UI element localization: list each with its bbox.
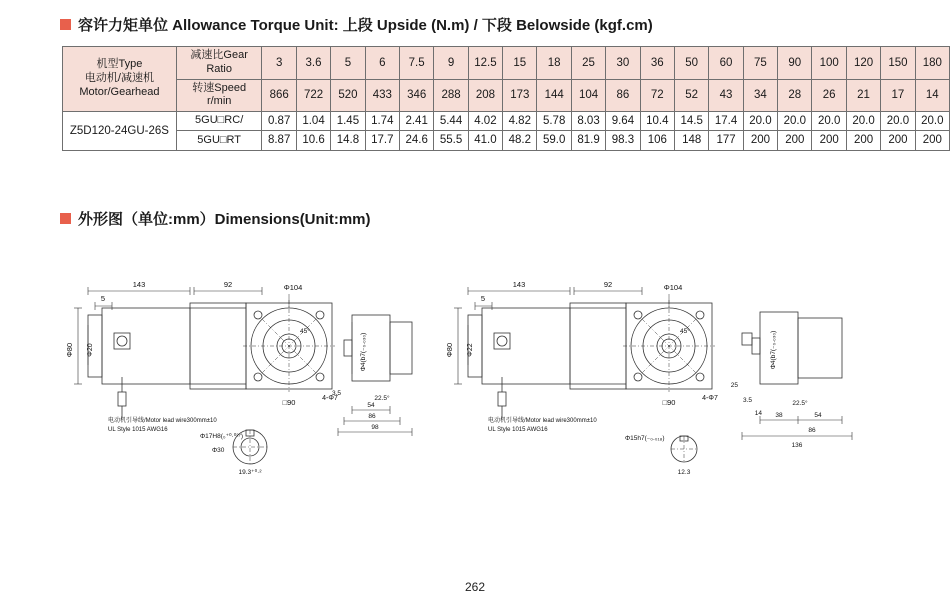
heading-marker-icon bbox=[60, 213, 71, 224]
gear-ratio-cell: 3 bbox=[262, 47, 296, 80]
gear-ratio-cell: 12.5 bbox=[468, 47, 502, 80]
torque-upside-cell: 20.0 bbox=[915, 112, 949, 131]
speed-cell: 14 bbox=[915, 79, 949, 112]
torque-upside-cell: 5.44 bbox=[434, 112, 468, 131]
gear-ratio-cell: 6 bbox=[365, 47, 399, 80]
torque-belowside-cell: 55.5 bbox=[434, 131, 468, 150]
right-side-dia: Φ4(b7(₋₀.₀₃₀) bbox=[770, 330, 777, 370]
right-dim-5: 5 bbox=[480, 294, 486, 303]
torque-upside-cell: 20.0 bbox=[846, 112, 880, 131]
table-row bbox=[63, 112, 950, 131]
gear-ratio-cell: 50 bbox=[674, 47, 708, 80]
torque-upside-cell: 4.02 bbox=[468, 112, 502, 131]
table-header-row-ratio bbox=[63, 47, 950, 80]
table-header-type: 机型Type 电动机/减速机 Motor/Gearhead bbox=[63, 47, 177, 112]
torque-upside-cell: 5.78 bbox=[537, 112, 571, 131]
left-dim-22-5: 22.5° bbox=[374, 395, 390, 402]
left-side-dia: Φ4(b7(₋₀.₀₃₀) bbox=[360, 332, 367, 372]
gear-ratio-cell: 180 bbox=[915, 47, 949, 80]
torque-belowside-cell: 200 bbox=[915, 131, 949, 150]
table-header-speed: 转速Speed r/min bbox=[176, 79, 262, 112]
speed-cell: 86 bbox=[606, 79, 640, 112]
torque-upside-cell: 2.41 bbox=[399, 112, 433, 131]
gear-ratio-cell: 100 bbox=[812, 47, 846, 80]
right-shaft-15h7: Φ15h7(₋₀.₀₁₈) bbox=[625, 435, 665, 442]
speed-cell: 28 bbox=[778, 79, 812, 112]
gear-ratio-cell: 90 bbox=[778, 47, 812, 80]
torque-belowside-cell: 200 bbox=[881, 131, 915, 150]
left-dim-143: 143 bbox=[132, 280, 146, 289]
left-angle-45: 45° bbox=[300, 328, 310, 335]
left-dia-20: Φ20 bbox=[87, 343, 94, 357]
speed-cell: 43 bbox=[709, 79, 743, 112]
heading-marker-icon bbox=[60, 19, 71, 30]
torque-belowside-cell: 59.0 bbox=[537, 131, 571, 150]
torque-belowside-cell: 8.87 bbox=[262, 131, 296, 150]
torque-belowside-cell: 148 bbox=[674, 131, 708, 150]
torque-belowside-cell: 200 bbox=[743, 131, 777, 150]
left-hole-4-7: 4-Φ7 bbox=[322, 395, 338, 402]
speed-cell: 208 bbox=[468, 79, 502, 112]
gear-ratio-cell: 60 bbox=[709, 47, 743, 80]
right-dim-86: 86 bbox=[808, 427, 816, 434]
speed-cell: 26 bbox=[812, 79, 846, 112]
gear-ratio-cell: 15 bbox=[503, 47, 537, 80]
left-wire-note-en: UL Style 1015 AWG16 bbox=[108, 427, 168, 433]
speed-cell: 17 bbox=[881, 79, 915, 112]
dimension-drawings bbox=[0, 240, 950, 480]
gear-ratio-cell: 25 bbox=[571, 47, 605, 80]
torque-upside-cell: 20.0 bbox=[881, 112, 915, 131]
torque-upside-cell: 14.5 bbox=[674, 112, 708, 131]
speed-cell: 52 bbox=[674, 79, 708, 112]
torque-belowside-cell: 98.3 bbox=[606, 131, 640, 150]
right-dim-136: 136 bbox=[791, 442, 803, 449]
right-dim-22-5: 22.5° bbox=[792, 400, 808, 407]
torque-belowside-cell: 10.6 bbox=[296, 131, 330, 150]
gear-ratio-cell: 75 bbox=[743, 47, 777, 80]
page-number: 262 bbox=[464, 580, 486, 594]
speed-cell: 72 bbox=[640, 79, 674, 112]
table-header-row-speed bbox=[63, 79, 950, 112]
right-wire-note-en: UL Style 1015 AWG16 bbox=[488, 427, 548, 433]
right-square-90: □90 bbox=[662, 398, 676, 407]
speed-cell: 520 bbox=[331, 79, 365, 112]
left-dia-80: Φ80 bbox=[65, 342, 74, 358]
gear-ratio-cell: 9 bbox=[434, 47, 468, 80]
torque-upside-cell: 20.0 bbox=[778, 112, 812, 131]
right-dia-104: Φ104 bbox=[663, 283, 683, 292]
right-dim-3-5: 3.5 bbox=[742, 397, 752, 404]
speed-cell: 866 bbox=[262, 79, 296, 112]
gear-ratio-cell: 30 bbox=[606, 47, 640, 80]
torque-belowside-cell: 48.2 bbox=[503, 131, 537, 150]
section-heading-torque-label: 容许力矩单位 Allowance Torque Unit: 上段 Upside (N.m) / 下段 Belowside (kgf.cm) bbox=[78, 17, 653, 34]
table-header-gear-ratio: 减速比Gear Ratio bbox=[176, 47, 262, 80]
right-angle-45: 45° bbox=[680, 328, 690, 335]
right-dia-80: Φ80 bbox=[445, 342, 454, 358]
torque-spec-table bbox=[62, 46, 950, 151]
torque-upside-cell: 1.74 bbox=[365, 112, 399, 131]
section-heading-dimensions bbox=[60, 208, 371, 229]
right-dim-92: 92 bbox=[603, 280, 613, 289]
speed-cell: 104 bbox=[571, 79, 605, 112]
gear-ratio-cell: 18 bbox=[537, 47, 571, 80]
torque-belowside-cell: 81.9 bbox=[571, 131, 605, 150]
speed-cell: 433 bbox=[365, 79, 399, 112]
torque-belowside-cell: 200 bbox=[846, 131, 880, 150]
left-wire-note-cn: 电动机引导线/Motor lead wire300mm±10 bbox=[108, 418, 217, 424]
speed-cell: 346 bbox=[399, 79, 433, 112]
speed-cell: 722 bbox=[296, 79, 330, 112]
torque-upside-cell: 4.82 bbox=[503, 112, 537, 131]
torque-upside-cell: 9.64 bbox=[606, 112, 640, 131]
right-dia-22: Φ22 bbox=[467, 343, 474, 357]
gear-ratio-cell: 36 bbox=[640, 47, 674, 80]
left-shaft-17h8: Φ17H8(₀⁺⁰·⁰²⁷) bbox=[200, 433, 244, 440]
left-dim-19-3: 19.3⁺⁰·² bbox=[238, 469, 262, 476]
right-dim-14: 14 bbox=[754, 410, 762, 417]
gear-ratio-cell: 5 bbox=[331, 47, 365, 80]
torque-upside-cell: 8.03 bbox=[571, 112, 605, 131]
left-dim-98: 98 bbox=[371, 424, 379, 431]
speed-cell: 21 bbox=[846, 79, 880, 112]
left-dia-104: Φ104 bbox=[283, 283, 303, 292]
right-dim-12-3: 12.3 bbox=[677, 469, 691, 476]
right-hole-4-7: 4-Φ7 bbox=[702, 395, 718, 402]
torque-belowside-cell: 24.6 bbox=[399, 131, 433, 150]
gear-ratio-cell: 120 bbox=[846, 47, 880, 80]
table-row bbox=[63, 131, 950, 150]
torque-upside-cell: 1.45 bbox=[331, 112, 365, 131]
right-dim-143: 143 bbox=[512, 280, 526, 289]
torque-upside-cell: 17.4 bbox=[709, 112, 743, 131]
torque-upside-cell: 20.0 bbox=[812, 112, 846, 131]
gear-ratio-cell: 7.5 bbox=[399, 47, 433, 80]
torque-belowside-cell: 17.7 bbox=[365, 131, 399, 150]
section-heading-dimensions-label: 外形图（单位:mm）Dimensions(Unit:mm) bbox=[78, 211, 371, 228]
right-dim-54: 54 bbox=[814, 412, 822, 419]
torque-spec-table-wrapper bbox=[62, 46, 950, 151]
left-dim-3-5: 3.5 bbox=[331, 390, 341, 397]
right-dim-38: 38 bbox=[775, 412, 783, 419]
speed-cell: 173 bbox=[503, 79, 537, 112]
torque-upside-cell: 20.0 bbox=[743, 112, 777, 131]
speed-cell: 288 bbox=[434, 79, 468, 112]
series-cell: 5GU□RT bbox=[176, 131, 262, 150]
left-dim-54: 54 bbox=[367, 402, 375, 409]
torque-belowside-cell: 106 bbox=[640, 131, 674, 150]
right-wire-note-cn: 电动机引导线/Motor lead wire300mm±10 bbox=[488, 418, 597, 424]
torque-upside-cell: 0.87 bbox=[262, 112, 296, 131]
speed-cell: 144 bbox=[537, 79, 571, 112]
torque-upside-cell: 10.4 bbox=[640, 112, 674, 131]
torque-upside-cell: 1.04 bbox=[296, 112, 330, 131]
dimension-drawings-svg bbox=[0, 240, 950, 480]
series-cell: 5GU□RC/ bbox=[176, 112, 262, 131]
torque-belowside-cell: 14.8 bbox=[331, 131, 365, 150]
left-dim-86: 86 bbox=[368, 413, 376, 420]
torque-belowside-cell: 177 bbox=[709, 131, 743, 150]
speed-cell: 34 bbox=[743, 79, 777, 112]
gear-ratio-cell: 150 bbox=[881, 47, 915, 80]
section-heading-torque bbox=[60, 14, 653, 35]
torque-belowside-cell: 200 bbox=[778, 131, 812, 150]
left-shaft-30: Φ30 bbox=[212, 447, 225, 454]
torque-belowside-cell: 200 bbox=[812, 131, 846, 150]
gear-ratio-cell: 3.6 bbox=[296, 47, 330, 80]
left-square-90: □90 bbox=[282, 398, 296, 407]
torque-belowside-cell: 41.0 bbox=[468, 131, 502, 150]
left-dim-92: 92 bbox=[223, 280, 233, 289]
right-dim-25: 25 bbox=[730, 382, 738, 389]
model-cell: Z5D120-24GU-26S bbox=[63, 112, 177, 151]
left-dim-5: 5 bbox=[100, 294, 106, 303]
